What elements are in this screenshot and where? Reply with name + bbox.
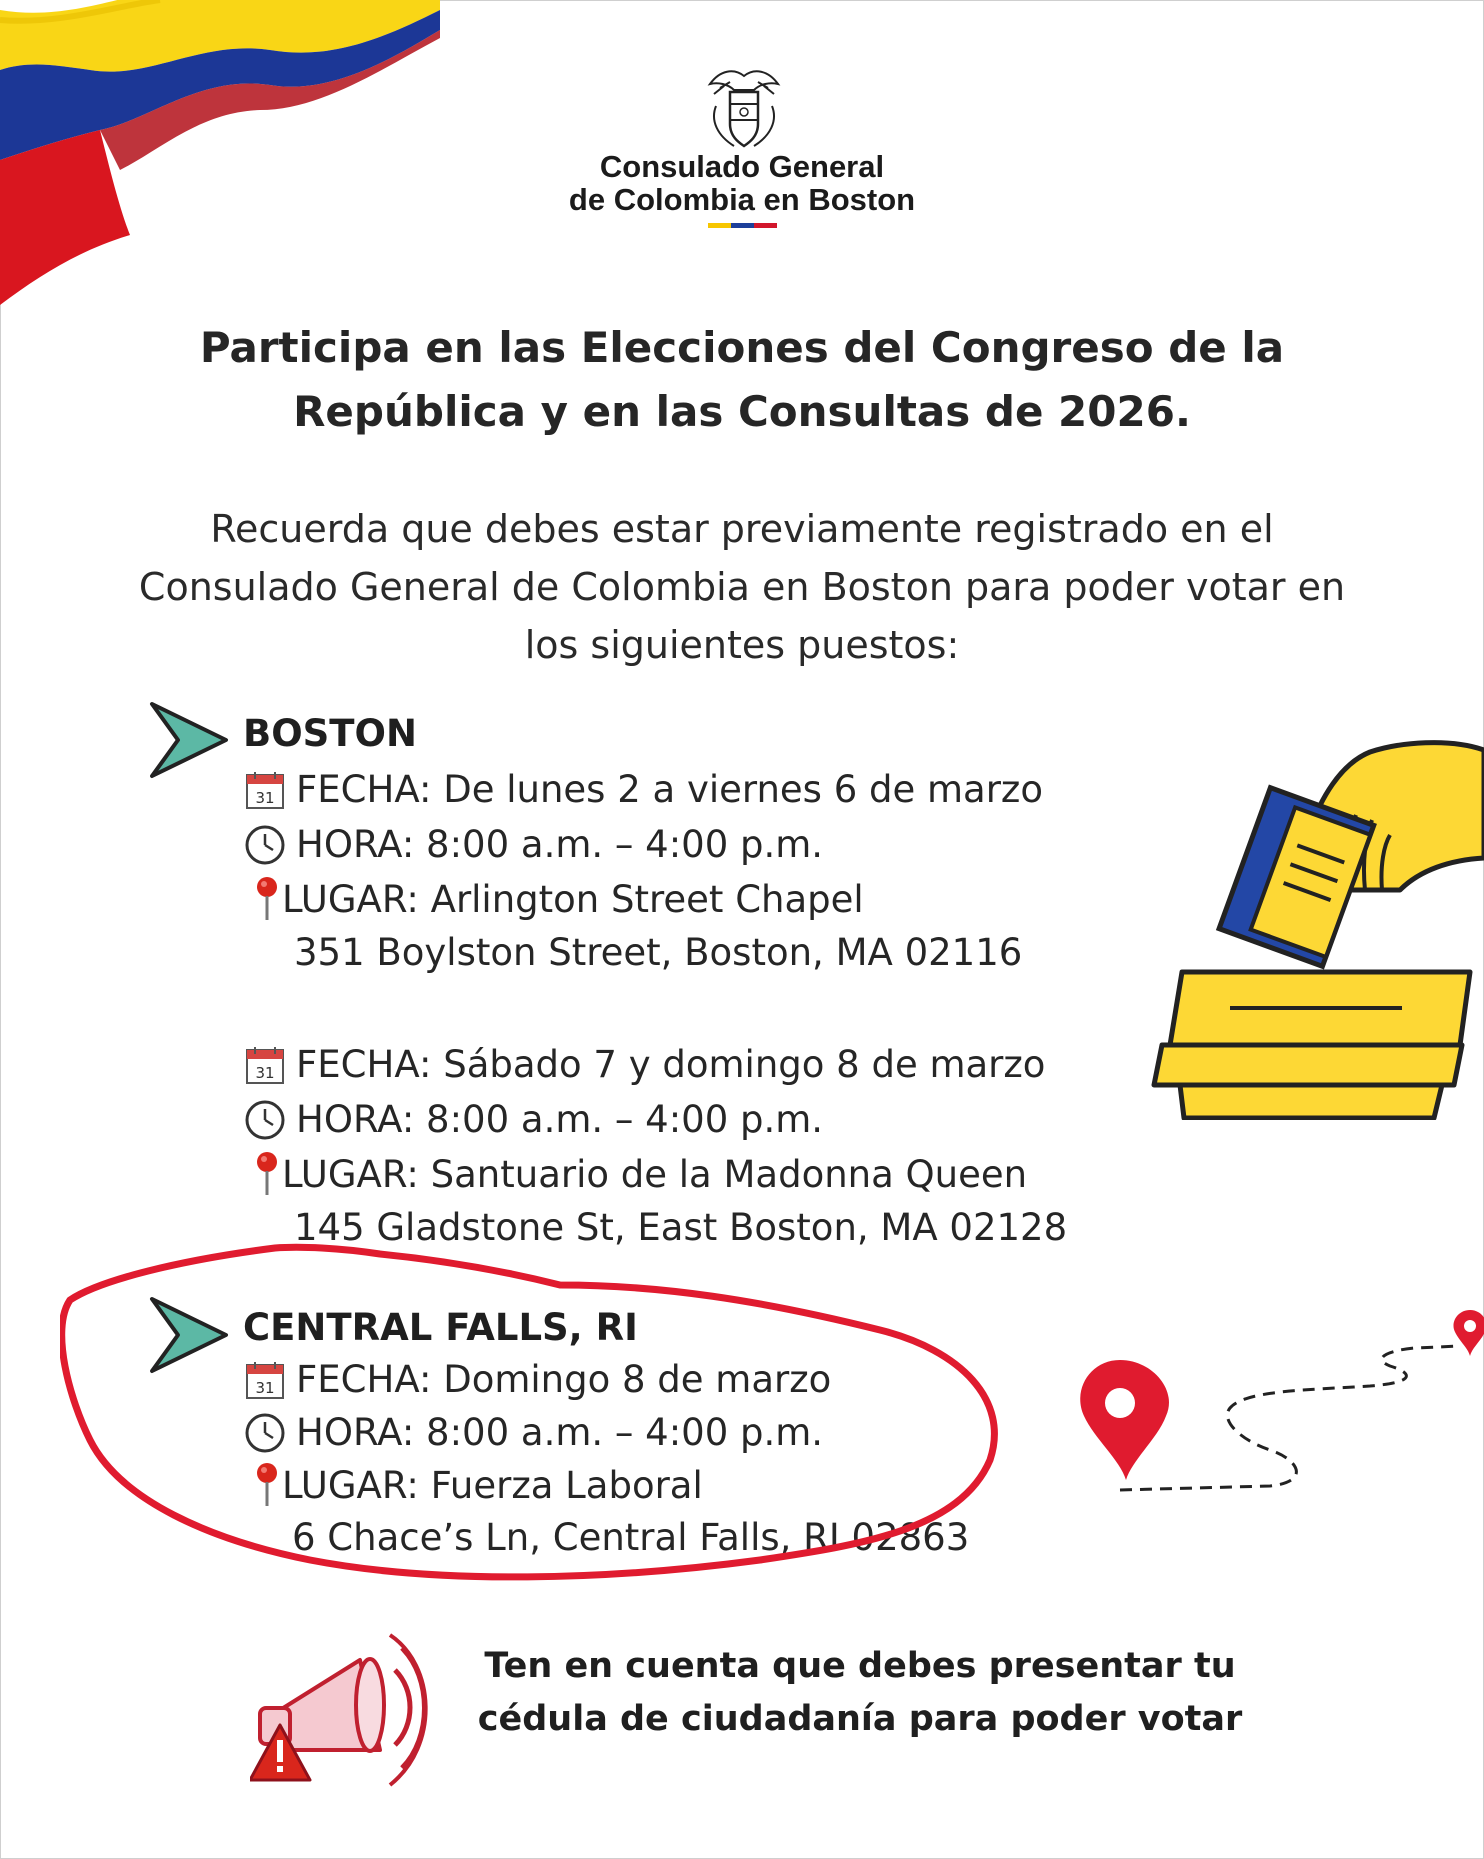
- pushpin-icon: [254, 876, 280, 922]
- central-falls-date-text: FECHA: Domingo 8 de marzo: [296, 1358, 832, 1401]
- boston-session2-time: [244, 1098, 823, 1141]
- calendar-icon: [244, 1359, 286, 1401]
- clock-icon: [244, 1099, 286, 1141]
- colombian-flag: [0, 0, 440, 310]
- pushpin-icon: [254, 1462, 280, 1508]
- intro-line2: Consulado General de Colombia en Boston para poder votar en: [138, 565, 1346, 609]
- central-falls-address: 6 Chace’s Ln, Central Falls, RI 02863: [292, 1516, 970, 1559]
- headline: [150, 316, 1334, 444]
- boston-session1-place: [254, 876, 864, 922]
- intro-line1: Recuerda que debes estar previamente registrado en el: [210, 507, 1274, 551]
- central-falls-time-text: HORA: 8:00 a.m. – 4:00 p.m.: [296, 1411, 824, 1454]
- boston-session2-place-text: LUGAR: Santuario de la Madonna Queen: [282, 1152, 1028, 1196]
- clock-icon: [244, 824, 286, 866]
- central-falls-time: [244, 1411, 823, 1454]
- boston-session1-address: 351 Boylston Street, Boston, MA 02116: [294, 931, 1023, 974]
- boston-session1-time-text: HORA: 8:00 a.m. – 4:00 p.m.: [296, 823, 824, 866]
- calendar-icon: [244, 1044, 286, 1086]
- tricolor-bar: [708, 223, 777, 228]
- boston-session2-date: [244, 1043, 1045, 1086]
- boston-session2-time-text: HORA: 8:00 a.m. – 4:00 p.m.: [296, 1098, 824, 1141]
- pushpin-icon: [254, 1151, 280, 1197]
- svg-text:31: 31: [255, 1378, 275, 1397]
- central-falls-place: [254, 1462, 703, 1508]
- headline-line2: República y en las Consultas de 2026.: [293, 387, 1191, 436]
- svg-text:31: 31: [255, 1063, 275, 1082]
- svg-text:31: 31: [255, 788, 275, 807]
- boston-session2-date-text: FECHA: Sábado 7 y domingo 8 de marzo: [296, 1043, 1046, 1086]
- boston-session1-place-text: LUGAR: Arlington Street Chapel: [282, 877, 864, 921]
- intro-line3: los siguientes puestos:: [524, 623, 960, 667]
- ballot-box-illustration: [1150, 740, 1484, 1120]
- megaphone-warning-icon: [250, 1620, 435, 1795]
- boston-session2-place: [254, 1151, 1027, 1197]
- boston-session1-time: [244, 823, 823, 866]
- consulate-name-line1: Consulado General: [599, 149, 885, 184]
- clock-icon: [244, 1412, 286, 1454]
- location-city-boston: BOSTON: [243, 712, 417, 755]
- consulate-name: [520, 150, 964, 216]
- boston-session1-date-text: FECHA: De lunes 2 a viernes 6 de marzo: [296, 768, 1043, 811]
- calendar-icon: [244, 769, 286, 811]
- footer-note-line2: cédula de ciudadanía para poder votar: [477, 1699, 1243, 1739]
- footer-note-line1: Ten en cuenta que debes presentar tu: [484, 1646, 1236, 1686]
- footer-note: [440, 1640, 1280, 1746]
- boston-session1-date: [244, 768, 1043, 811]
- intro-paragraph: [120, 500, 1364, 674]
- consulate-name-line2: de Colombia en Boston: [568, 182, 916, 217]
- boston-session2-address: 145 Gladstone St, East Boston, MA 02128: [294, 1206, 1068, 1249]
- chevron-arrow-icon: [148, 700, 230, 780]
- location-city-central-falls: CENTRAL FALLS, RI: [243, 1306, 638, 1349]
- route-map-illustration: [1070, 1290, 1484, 1510]
- central-falls-place-text: LUGAR: Fuerza Laboral: [282, 1463, 703, 1507]
- chevron-arrow-icon: [148, 1295, 230, 1375]
- headline-line1: Participa en las Elecciones del Congreso de la: [199, 323, 1285, 372]
- central-falls-date: [244, 1358, 831, 1401]
- colombia-coat-of-arms-icon: [700, 66, 788, 150]
